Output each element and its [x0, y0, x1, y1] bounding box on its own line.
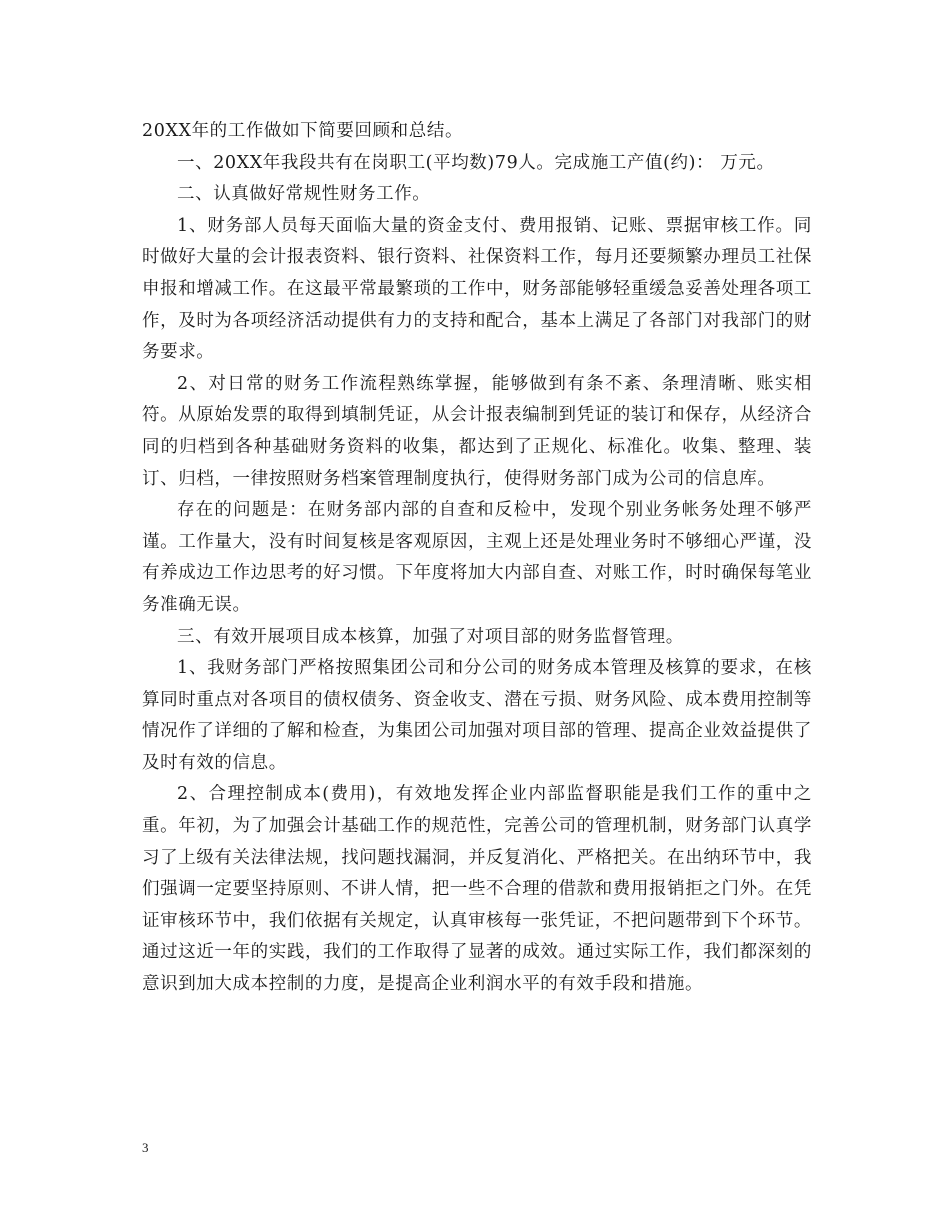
document-body: [142, 116, 812, 1001]
paragraph-3: 二、认真做好常规性财务工作。: [177, 184, 431, 205]
paragraph-1: 20XX年的工作做如下简要回顾和总结。: [142, 121, 464, 141]
paragraph-7: 三、有效开展项目成本核算，加强了对项目部的财务监督管理。: [177, 626, 684, 647]
paragraph-9: 2、合理控制成本(费用)，有效地发挥企业内部监督职能是我们工作的重中之重。年初，为了加强会计基础工作的规范性，完善公司的管理机制，财务部门认真学习了上级有关法律法规，找问题找漏洞，并反复消化、严格把关。在出纳环节中，我们强调一定要坚持原则、不讲人情，把一些不合理的借款和费用报销拒之门外。在凭证审核环节中，我们依据有关规定，认真审核每一张凭证，不把问题带到下个环节。通过这近一年的实践，我们的工作取得了显著的成效。通过实际工作，我们都深刻的意识到加大成本控制的力度，是提高企业利润水平的有效手段和措施。: [142, 784, 812, 995]
paragraph-2: 一、20XX年我段共有在岗职工(平均数)79人。完成施工产值(约)： 万元。: [177, 152, 775, 173]
paragraph-5: 2、对日常的财务工作流程熟练掌握，能够做到有条不紊、条理清晰、账实相符。从原始发票的取得到填制凭证，从会计报表编制到凭证的装订和保存，从经济合同的归档到各种基础财务资料的收集，都达到了正规化、标准化。收集、整理、装订、归档，一律按照财务档案管理制度执行，使得财务部门成为公司的信息库。: [142, 373, 812, 489]
paragraph-4: 1、财务部人员每天面临大量的资金支付、费用报销、记账、票据审核工作。同时做好大量的会计报表资料、银行资料、社保资料工作，每月还要频繁办理员工社保申报和增减工作。在这最平常最繁琐的工作中，财务部能够轻重缓急妥善处理各项工作，及时为各项经济活动提供有力的支持和配合，基本上满足了各部门对我部门的财务要求。: [142, 215, 812, 363]
paragraph-6: 存在的问题是：在财务部内部的自查和反检中，发现个别业务帐务处理不够严谨。工作量大，没有时间复核是客观原因，主观上还是处理业务时不够细心严谨，没有养成边工作边思考的好习惯。下年度将加大内部自查、对账工作，时时确保每笔业务准确无误。: [142, 500, 812, 615]
page-number: 3: [142, 1140, 149, 1155]
paragraph-8: 1、我财务部门严格按照集团公司和分公司的财务成本管理及核算的要求，在核算同时重点对各项目的债权债务、资金收支、潜在亏损、财务风险、成本费用控制等情况作了详细的了解和检查，为集团公司加强对项目部的管理、提高企业效益提供了及时有效的信息。: [142, 658, 812, 773]
